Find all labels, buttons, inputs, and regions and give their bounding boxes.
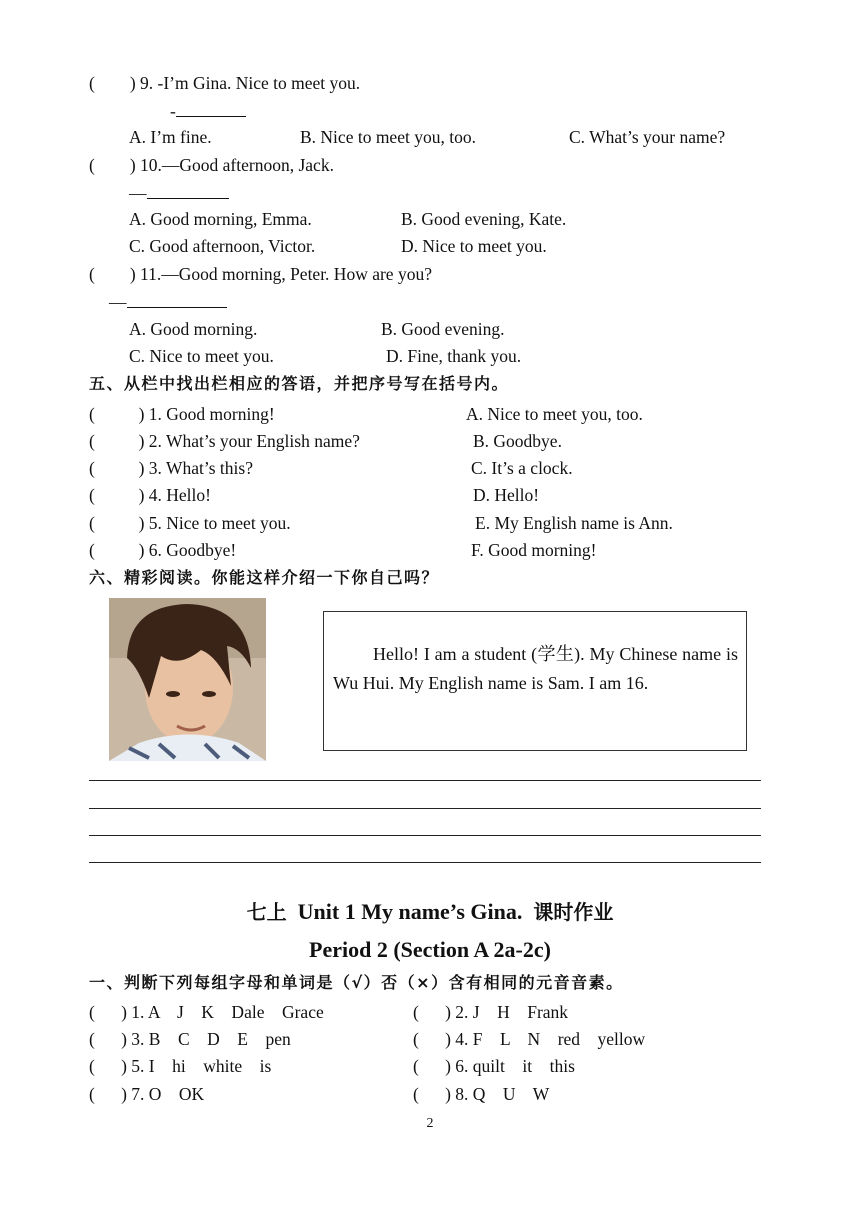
q9-option-b: B. Nice to meet you, too. <box>300 127 476 147</box>
phonics-item: ( ) 7. O OK <box>89 1084 205 1104</box>
phonics-item: ( ) 2. J H Frank <box>413 1002 569 1022</box>
phonics-item: ( ) 3. B C D E pen <box>89 1029 291 1049</box>
phonics-heading: 一、判断下列每组字母和单词是（√）否（×）含有相同的元音音素。 <box>89 973 624 992</box>
match-question: ( ) 6. Goodbye! <box>89 540 237 560</box>
match-answer: A. Nice to meet you, too. <box>466 404 643 424</box>
writing-line[interactable] <box>89 780 761 781</box>
q10-option-c: C. Good afternoon, Victor. <box>129 236 316 256</box>
lesson-subtitle: Period 2 (Section A 2a-2c) <box>309 937 551 962</box>
q9-option-a: A. I’m fine. <box>129 127 212 147</box>
phonics-item: ( ) 6. quilt it this <box>413 1056 575 1076</box>
writing-line[interactable] <box>89 862 761 863</box>
answer-dash: — <box>129 183 147 203</box>
match-answer: D. Hello! <box>473 485 540 505</box>
phonics-item: ( ) 8. Q U W <box>413 1084 550 1104</box>
q10-option-d: D. Nice to meet you. <box>401 236 547 256</box>
q9-option-c: C. What’s your name? <box>569 127 726 147</box>
match-question: ( ) 3. What’s this? <box>89 458 253 478</box>
phonics-item: ( ) 4. F L N red yellow <box>413 1029 646 1049</box>
match-question: ( ) 2. What’s your English name? <box>89 431 360 451</box>
q11-answer-line <box>109 291 227 313</box>
q11-option-c: C. Nice to meet you. <box>129 346 274 366</box>
student-photo <box>109 598 266 761</box>
match-answer: C. It’s a clock. <box>471 458 573 478</box>
q11-option-d: D. Fine, thank you. <box>386 346 522 366</box>
answer-blank[interactable] <box>127 291 227 308</box>
q10-stem: ( ) 10.—Good afternoon, Jack. <box>89 155 334 175</box>
page-number: 2 <box>426 1116 434 1131</box>
writing-line[interactable] <box>89 808 761 809</box>
q9-stem: ( ) 9. -I’m Gina. Nice to meet you. <box>89 73 361 93</box>
match-answer: B. Goodbye. <box>473 431 562 451</box>
q10-answer-line <box>129 182 229 204</box>
match-answer: E. My English name is Ann. <box>475 513 673 533</box>
part5-heading: 五、从栏中找出栏相应的答语，并把序号写在括号内。 <box>89 374 510 393</box>
title-main: Unit 1 My name’s Gina. <box>297 899 523 924</box>
q11-option-a: A. Good morning. <box>129 319 258 339</box>
lesson-title <box>0 897 860 927</box>
q9-answer-line <box>170 100 246 122</box>
answer-dash: - <box>170 101 176 121</box>
answer-blank[interactable] <box>147 182 229 199</box>
match-question: ( ) 1. Good morning! <box>89 404 275 424</box>
title-suffix: 课时作业 <box>533 900 614 924</box>
reading-passage-box <box>323 611 747 751</box>
match-question: ( ) 5. Nice to meet you. <box>89 513 291 533</box>
phonics-item: ( ) 5. I hi white is <box>89 1056 272 1076</box>
q11-stem: ( ) 11.—Good morning, Peter. How are you? <box>89 264 432 284</box>
part6-heading: 六、精彩阅读。你能这样介绍一下你自己吗？ <box>89 568 440 587</box>
title-prefix: 七上 <box>246 900 287 924</box>
answer-dash: — <box>109 292 127 312</box>
match-question: ( ) 4. Hello! <box>89 485 211 505</box>
phonics-item: ( ) 1. A J K Dale Grace <box>89 1002 324 1022</box>
match-answer: F. Good morning! <box>471 540 597 560</box>
q11-option-b: B. Good evening. <box>381 319 505 339</box>
q10-option-b: B. Good evening, Kate. <box>401 209 567 229</box>
reading-passage: Hello! I am a student (学生). My Chinese name is Wu Hui. My English name is Sam. I am 16. <box>333 644 738 693</box>
answer-blank[interactable] <box>176 100 246 117</box>
q10-option-a: A. Good morning, Emma. <box>129 209 312 229</box>
writing-line[interactable] <box>89 835 761 836</box>
